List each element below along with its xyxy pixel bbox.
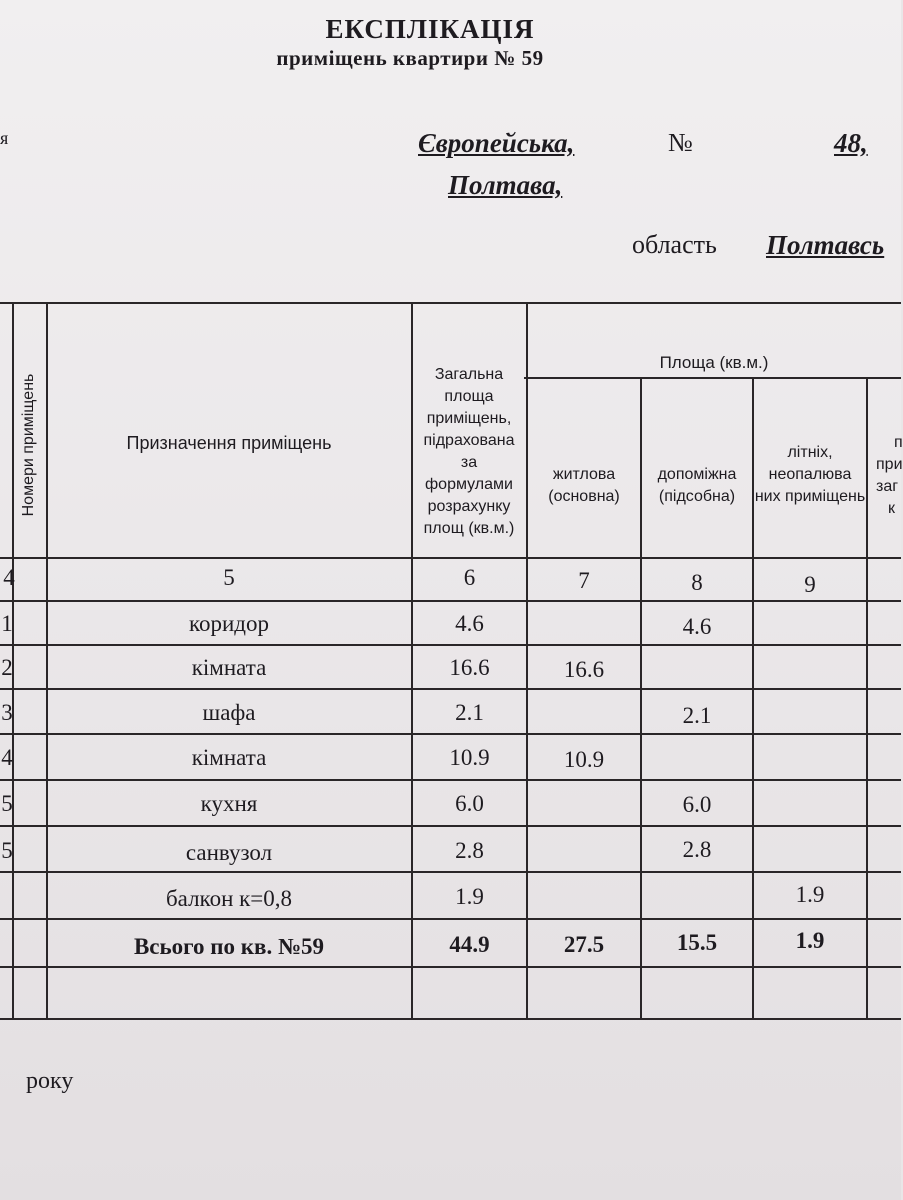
grid-line [0, 557, 901, 559]
row-number: 2 [1, 655, 13, 680]
document-title: ЕКСПЛІКАЦІЯ [325, 14, 535, 44]
header-purpose: Призначення приміщень [126, 433, 332, 453]
year-label: року [26, 1068, 74, 1094]
grid-line [0, 825, 901, 827]
header-living: житлова (основна) [548, 466, 620, 505]
row-number: 5 [1, 791, 13, 816]
grid-line [0, 966, 901, 968]
total-row-total: 44.9 [449, 932, 490, 957]
house-number: 48, [834, 128, 868, 158]
row-auxiliary: 2.8 [682, 837, 712, 862]
total-row-label: Всього по кв. №59 [133, 934, 325, 959]
row-living: 16.6 [563, 657, 605, 682]
row-purpose: кухня [200, 791, 258, 816]
row-purpose: кімната [191, 745, 267, 770]
row-total: 16.6 [449, 655, 490, 680]
total-row-auxiliary: 15.5 [676, 930, 718, 955]
grid-line [0, 302, 901, 304]
row-purpose: кімната [191, 655, 267, 680]
row-auxiliary: 6.0 [682, 792, 712, 817]
row-number: 3 [1, 700, 13, 725]
left-edge-fragment: я [0, 128, 9, 148]
grid-line [0, 918, 901, 920]
header-room-numbers: Номери приміщень [20, 373, 37, 517]
grid-line [866, 377, 868, 1020]
grid-line [0, 600, 901, 602]
header-area-group: Площа (кв.м.) [659, 353, 769, 372]
row-living: 10.9 [563, 747, 605, 772]
row-auxiliary: 4.6 [682, 614, 712, 639]
row-total: 1.9 [455, 884, 484, 909]
column-number: 6 [463, 565, 476, 590]
row-number: 4 [1, 745, 13, 770]
header-total-area: Загальна площа приміщень, підрахована за формулами розрахунку площ (кв.м.) [423, 366, 515, 537]
row-purpose: шафа [202, 700, 256, 725]
row-summer: 1.9 [795, 882, 825, 907]
column-number: 8 [691, 570, 703, 595]
oblast-name: Полтавсь [766, 230, 885, 260]
total-row-summer: 1.9 [795, 928, 825, 953]
column-number: 4 [3, 565, 15, 590]
row-total: 2.8 [455, 838, 484, 863]
row-number: 5 [1, 838, 13, 863]
grid-line [0, 733, 901, 735]
column-number: 7 [578, 568, 590, 593]
header-summer: літніх, неопалюва них приміщень [754, 444, 866, 505]
grid-line [0, 644, 901, 646]
street-name: Європейська, [418, 128, 575, 158]
row-total: 2.1 [455, 700, 484, 725]
row-total: 10.9 [449, 745, 490, 770]
city-name: Полтава, [448, 170, 563, 200]
number-label: № [668, 128, 693, 157]
column-number: 5 [223, 565, 235, 590]
row-number: 1 [1, 611, 13, 636]
document-subtitle: приміщень квартири № 59 [276, 46, 544, 70]
grid-line [0, 1018, 901, 1020]
row-purpose: балкон к=0,8 [165, 886, 293, 911]
total-row-living: 27.5 [563, 932, 605, 957]
row-auxiliary: 2.1 [682, 703, 712, 728]
grid-line [0, 779, 901, 781]
row-total: 6.0 [455, 791, 484, 816]
grid-line [0, 688, 901, 690]
grid-line [524, 377, 901, 379]
grid-line [0, 871, 901, 873]
column-number: 9 [804, 572, 816, 597]
oblast-label: область [632, 230, 717, 259]
row-purpose: санвузол [185, 840, 273, 865]
row-total: 4.6 [455, 611, 484, 636]
header-auxiliary: допоміжна (підсобна) [657, 466, 737, 505]
row-purpose: коридор [188, 611, 270, 636]
header-cut-column: п при заг к [876, 434, 903, 517]
